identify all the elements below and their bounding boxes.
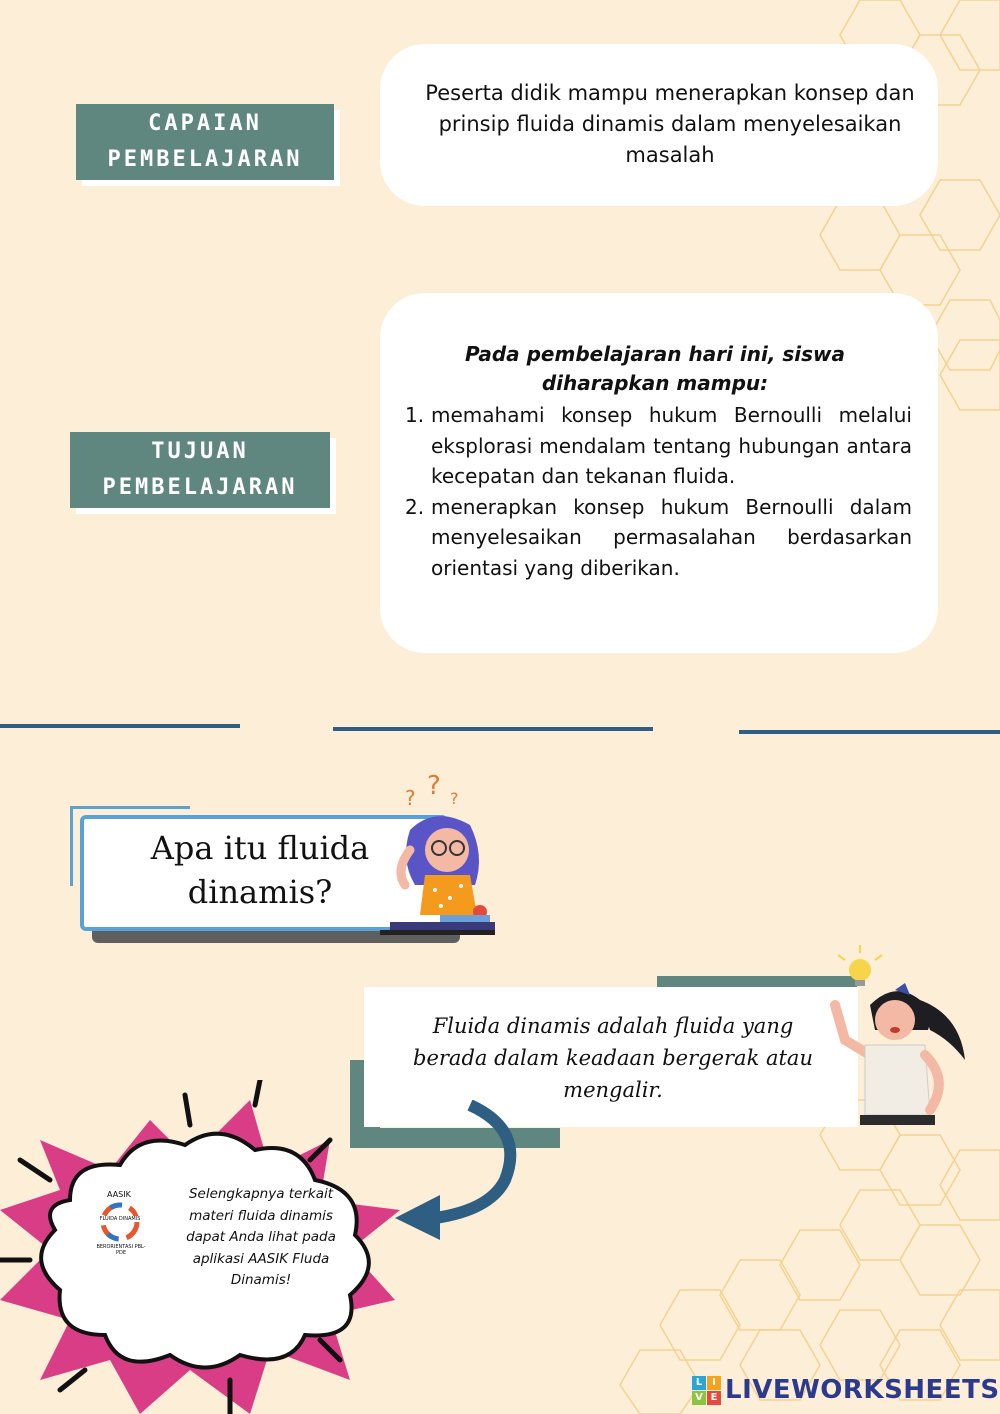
question-text [130,826,390,914]
question-box-accent [70,806,190,809]
list-item [405,400,912,492]
list-item-text: menerapkan konsep hukum Bernoulli dalam menyelesaikan permasalahan berdasarkan orientasi yang diberikan. [431,494,912,580]
svg-text:?: ? [427,771,441,801]
divider-left [0,724,240,728]
list-item-text: memahami konsep hukum Bernoulli melalui eksplorasi mendalam tentang hubungan antara kecepatan dan tekanan fluida. [431,403,912,488]
liveworksheets-brand-name: LIVEWORKSHEETS [725,1375,1000,1405]
svg-text:?: ? [450,789,459,808]
logo-letter-i: I [707,1376,721,1390]
capaian-label-line1: CAPAIAN [148,111,262,136]
question-line1: Apa itu fluida [150,829,370,867]
list-item-number: 2. [405,494,425,519]
tujuan-intro: Pada pembelajaran hari ini, siswa diharapkan mampu: [464,342,846,395]
question-line2: dinamis? [187,873,333,911]
explaining-teacher-illustration [810,945,980,1135]
liveworksheets-brand[interactable] [692,1372,1000,1408]
svg-text:?: ? [405,786,416,810]
logo-letter-e: E [707,1391,721,1405]
tujuan-label-line2: PEMBELAJARAN [102,475,298,500]
aasik-logo-ring-icon [98,1202,142,1242]
divider-middle [333,727,653,731]
capaian-text: Peserta didik mampu menerapkan konsep dan prinsip fluida dinamis dalam menyelesaikan masalah [425,81,915,167]
aasik-logo-title: AASIK [107,1190,131,1199]
logo-letter-v: V [692,1391,706,1405]
tujuan-label-line1: TUJUAN [151,439,249,464]
list-item-number: 1. [405,403,425,427]
capaian-label-line2: PEMBELAJARAN [107,147,303,172]
cloud-text: Selengkapnya terkait materi fluida dinamis dapat Anda lihat pada aplikasi AASIK Fluda Dinamis! [186,1186,336,1288]
logo-letter-l: L [692,1376,706,1390]
aasik-logo-caption: BERORIENTASI PBL-PDE [96,1244,146,1256]
capaian-label-box [76,104,334,180]
divider-right [739,730,1000,734]
thinking-student-illustration [365,770,500,945]
question-box-accent-side [70,806,73,886]
list-item [405,492,912,584]
tujuan-label-box [70,432,330,508]
answer-text: Fluida dinamis adalah fluida yang berada dalam keadaan bergerak atau mengalir. [413,1014,813,1102]
aasik-app-logo [80,1190,160,1260]
tujuan-list [405,400,912,583]
aasik-logo-subtitle: FLUIDA DINAMIS [99,1216,141,1222]
liveworksheets-logo-icon [692,1376,721,1405]
